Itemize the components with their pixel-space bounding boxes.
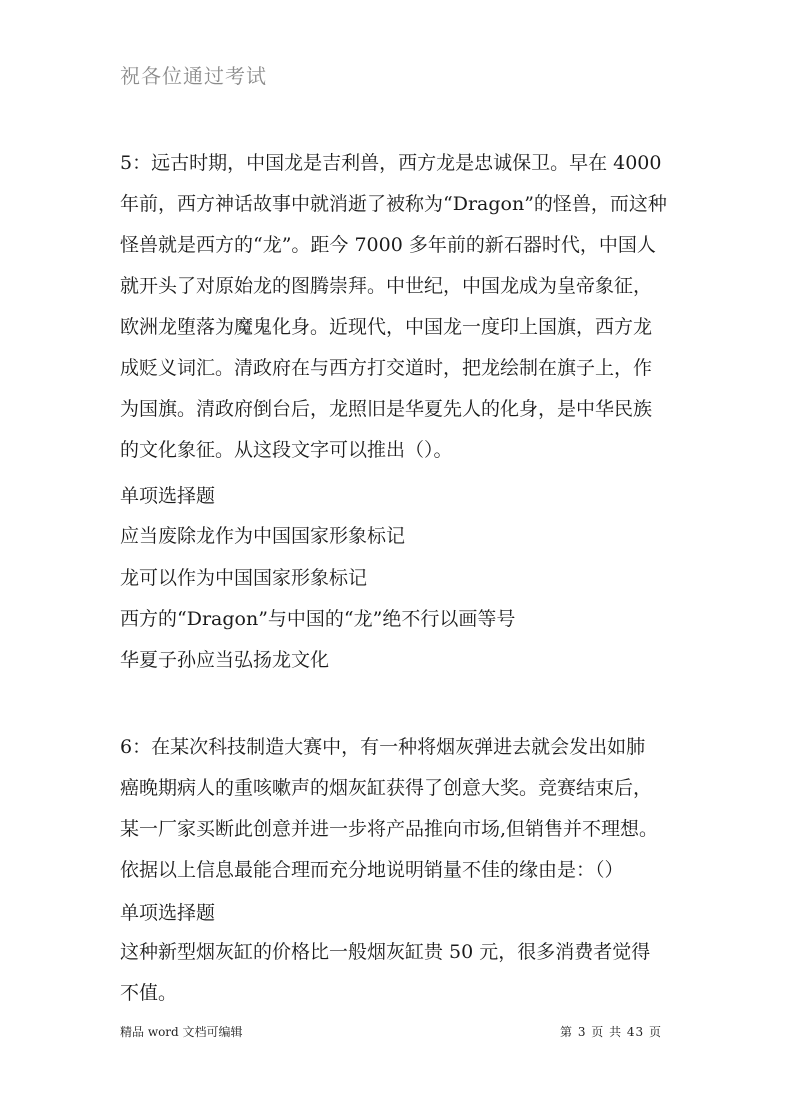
question-5-line: 5：远古时期，中国龙是吉利兽，西方龙是忠诚保卫。早在 4000 [120, 152, 662, 174]
question-6-text [120, 727, 680, 891]
question-5-line: 欧洲龙堕落为魔鬼化身。近现代，中国龙一度印上国旗，西方龙 [120, 316, 653, 338]
question-6-line: 6：在某次科技制造大赛中，有一种将烟灰弹进去就会发出如肺 [120, 736, 646, 758]
question-6-option-line: 不值。 [120, 982, 178, 1004]
question-5-text [120, 143, 680, 471]
question-5-type: 单项选择题 [120, 485, 216, 507]
question-5-line: 怪兽就是西方的“龙”。距今 7000 多年前的新石器时代，中国人 [120, 234, 656, 256]
question-6-option [120, 932, 680, 1014]
page-header: 祝各位通过考试 [120, 64, 267, 88]
footer-note: 精品 word 文档可编辑 [120, 1025, 243, 1039]
question-6-option-line: 这种新型烟灰缸的价格比一般烟灰缸贵 50 元，很多消费者觉得 [120, 941, 651, 963]
question-6-type: 单项选择题 [120, 902, 216, 924]
question-5-option: 西方的“Dragon”与中国的“龙”绝不行以画等号 [120, 608, 516, 630]
page-number: 第 3 页 共 43 页 [560, 1025, 662, 1039]
question-5-line: 就开头了对原始龙的图腾崇拜。中世纪，中国龙成为皇帝象征， [120, 275, 653, 297]
question-5-line: 年前，西方神话故事中就消逝了被称为“Dragon”的怪兽，而这种 [120, 193, 667, 215]
question-5-line: 成贬义词汇。清政府在与西方打交道时，把龙绘制在旗子上，作 [120, 357, 653, 379]
question-5-line: 的文化象征。从这段文字可以推出（）。 [120, 439, 453, 461]
question-5-option: 龙可以作为中国国家形象标记 [120, 567, 368, 589]
question-6-line: 依据以上信息最能合理而充分地说明销量不佳的缘由是：（） [120, 859, 624, 881]
question-5-option: 华夏子孙应当弘扬龙文化 [120, 649, 330, 671]
question-5-option: 应当废除龙作为中国国家形象标记 [120, 525, 406, 547]
question-6-line: 癌晚期病人的重咳嗽声的烟灰缸获得了创意大奖。竞赛结束后， [120, 777, 653, 799]
question-5-line: 为国旗。清政府倒台后，龙照旧是华夏先人的化身，是中华民族 [120, 398, 653, 420]
question-6-line: 某一厂家买断此创意并进一步将产品推向市场,但销售并不理想。 [120, 818, 659, 840]
